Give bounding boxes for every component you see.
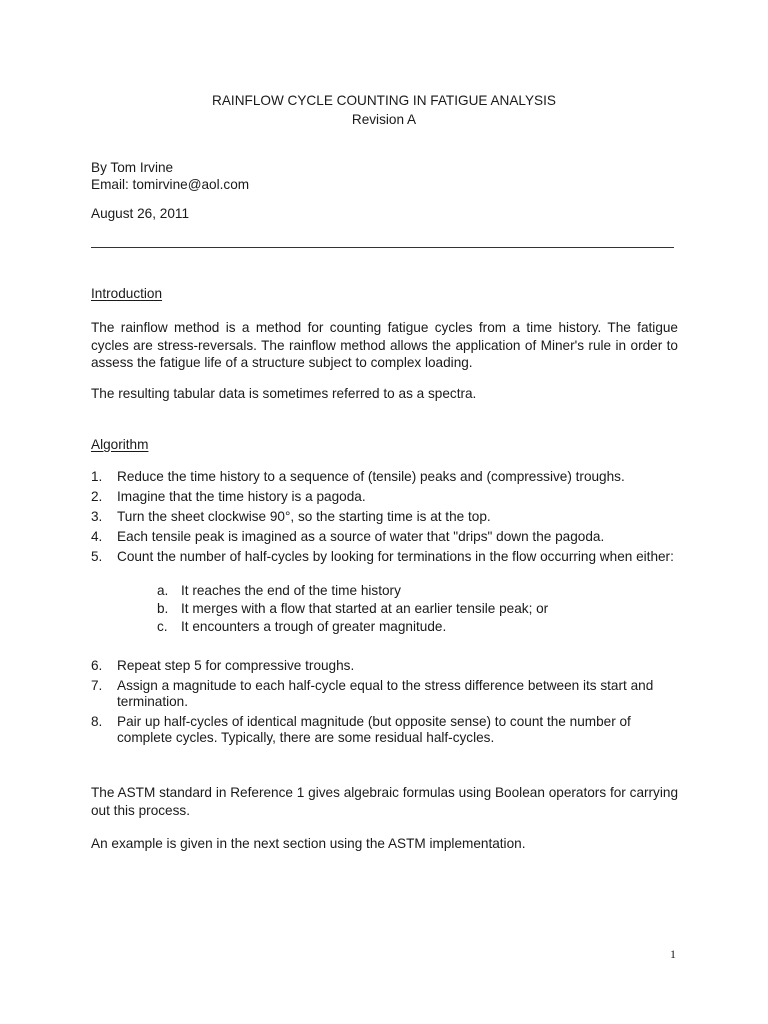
page-number: 1: [670, 947, 676, 961]
closing-paragraph-1: The ASTM standard in Reference 1 gives algebraic formulas using Boolean operators for carrying out this process.: [91, 785, 678, 818]
sub-list-item: b. It merges with a flow that started at an earlier tensile peak; or: [157, 601, 549, 616]
list-item: 3. Turn the sheet clockwise 90°, so the starting time is at the top.: [91, 509, 491, 524]
sub-list-item: c. It encounters a trough of greater magnitude.: [157, 619, 447, 634]
horizontal-divider: [91, 247, 674, 248]
list-item: 1. Reduce the time history to a sequence of (tensile) peaks and (compressive) troughs.: [91, 469, 625, 484]
email-line: Email: tomirvine@aol.com: [91, 177, 250, 192]
algorithm-steps-list: [91, 469, 681, 750]
list-item: 4. Each tensile peak is imagined as a source of water that "drips" down the pagoda.: [91, 529, 605, 544]
author-line: By Tom Irvine: [91, 160, 174, 175]
date-line: August 26, 2011: [91, 206, 190, 221]
document-title: RAINFLOW CYCLE COUNTING IN FATIGUE ANALYSIS: [212, 93, 556, 108]
introduction-heading: Introduction: [91, 286, 163, 301]
introduction-paragraph-2: The resulting tabular data is sometimes referred to as a spectra.: [91, 386, 477, 401]
closing-paragraph-2: An example is given in the next section using the ASTM implementation.: [91, 836, 526, 851]
list-item: 6. Repeat step 5 for compressive troughs.: [91, 658, 355, 673]
list-item: 7. Assign a magnitude to each half-cycle equal to the stress difference between its start and termination.: [91, 678, 654, 709]
sub-list-item: a. It reaches the end of the time history: [157, 583, 401, 598]
list-item: 2. Imagine that the time history is a pagoda.: [91, 489, 366, 504]
list-item: 5. Count the number of half-cycles by looking for terminations in the flow occurring when either:: [91, 549, 674, 564]
algorithm-heading: Algorithm: [91, 437, 149, 452]
introduction-paragraph-1: The rainflow method is a method for counting fatigue cycles from a time history. The fatigue cycles are stress-reversals. The rainflow method allows the application of Miner's rule in order to assess the fatigue life of a structure subject to complex loading.: [91, 320, 678, 370]
list-item: 8. Pair up half-cycles of identical magnitude (but opposite sense) to count the number of complete cycles. Typically, there are some residual half-cycles.: [91, 714, 631, 745]
revision-label: Revision A: [351, 112, 417, 127]
